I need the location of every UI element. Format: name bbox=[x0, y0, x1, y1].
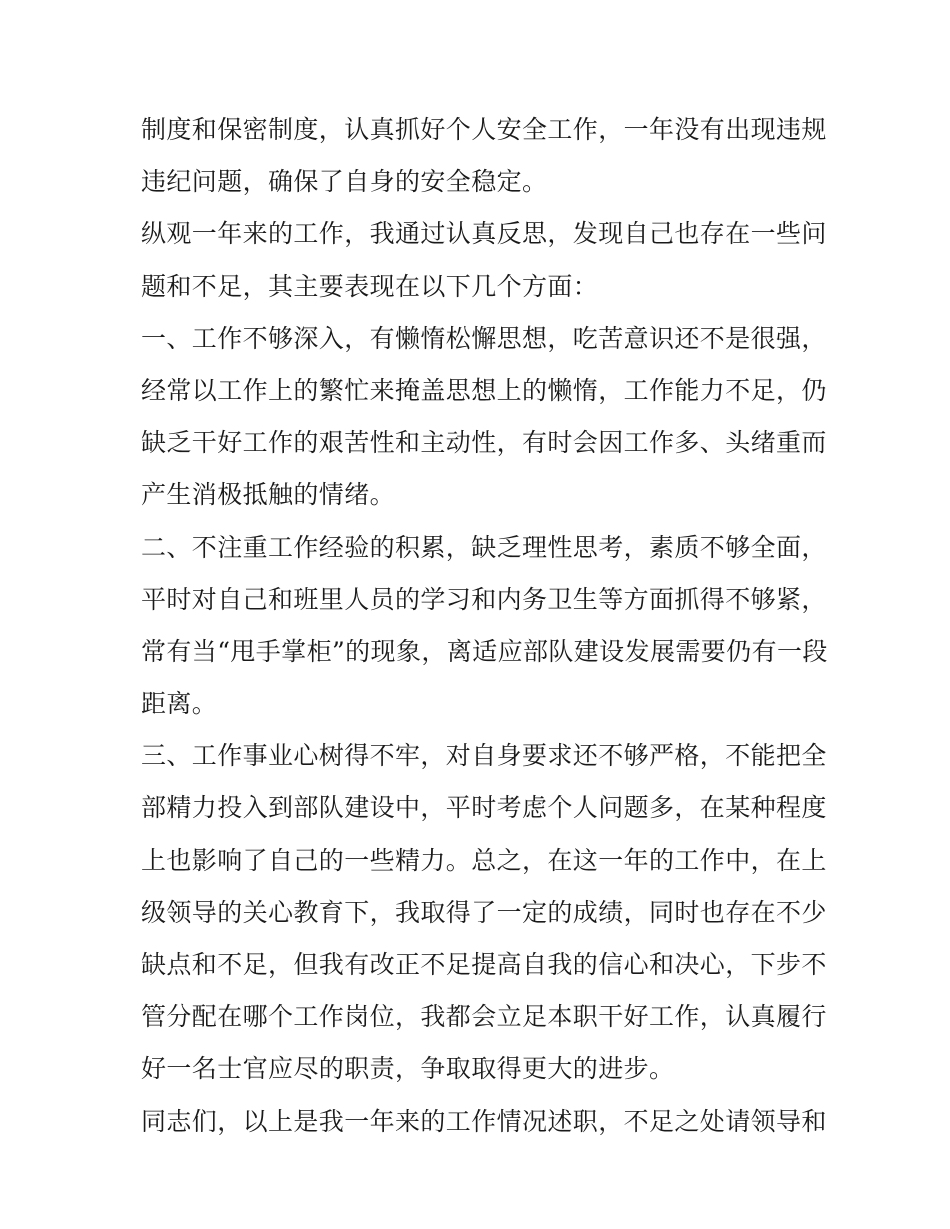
text-line: 制度和保密制度，认真抓好个人安全工作，一年没有出现违规 bbox=[141, 115, 827, 144]
text-line: 平时对自己和班里人员的学习和内务卫生等方面抓得不够紧， bbox=[141, 584, 827, 614]
paragraph-shortcoming-one bbox=[141, 313, 827, 522]
text-line: 上也影响了自己的一些精力。总之，在这一年的工作中，在上 bbox=[141, 845, 827, 875]
text-line: 纵观一年来的工作，我通过认真反思，发现自己也存在一些问 bbox=[141, 219, 827, 249]
document-body bbox=[141, 104, 828, 1148]
text-line: 题和不足，其主要表现在以下几个方面： bbox=[141, 271, 599, 301]
text-line: 同志们，以上是我一年来的工作情况述职，不足之处请领导和 bbox=[141, 1106, 827, 1136]
text-line: 管分配在哪个工作岗位，我都会立足本职干好工作，认真履行 bbox=[141, 1002, 827, 1032]
paragraph-reflection-intro bbox=[141, 208, 827, 312]
text-line: 常有当“甩手掌柜”的现象，离适应部队建设发展需要仍有一段 bbox=[141, 636, 828, 666]
text-line: 经常以工作上的繁忙来掩盖思想上的懒惰，工作能力不足，仍 bbox=[141, 375, 827, 405]
paragraph-closing bbox=[141, 1096, 827, 1148]
text-line: 部精力投入到部队建设中，平时考虑个人问题多，在某种程度 bbox=[141, 793, 827, 823]
text-line: 产生消极抵触的情绪。 bbox=[141, 480, 396, 510]
text-line: 三、工作事业心树得不牢，对自身要求还不够严格，不能把全 bbox=[141, 741, 827, 771]
paragraph-security-discipline bbox=[141, 104, 827, 208]
text-line: 级领导的关心教育下，我取得了一定的成绩，同时也存在不少 bbox=[141, 897, 827, 927]
text-line: 一、工作不够深入，有懒惰松懈思想，吃苦意识还不是很强， bbox=[141, 323, 827, 353]
text-line: 距离。 bbox=[141, 689, 218, 719]
text-line: 二、不注重工作经验的积累，缺乏理性思考，素质不够全面， bbox=[141, 532, 827, 562]
paragraph-shortcoming-three bbox=[141, 730, 827, 1095]
text-line: 违纪问题，确保了自身的安全稳定。 bbox=[141, 167, 548, 197]
text-line: 缺点和不足，但我有改正不足提高自我的信心和决心，下步不 bbox=[141, 950, 827, 979]
paragraph-shortcoming-two bbox=[141, 522, 828, 731]
text-line: 好一名士官应尽的职责，争取取得更大的进步。 bbox=[141, 1054, 675, 1084]
text-line: 缺乏干好工作的艰苦性和主动性，有时会因工作多、头绪重而 bbox=[141, 428, 827, 458]
